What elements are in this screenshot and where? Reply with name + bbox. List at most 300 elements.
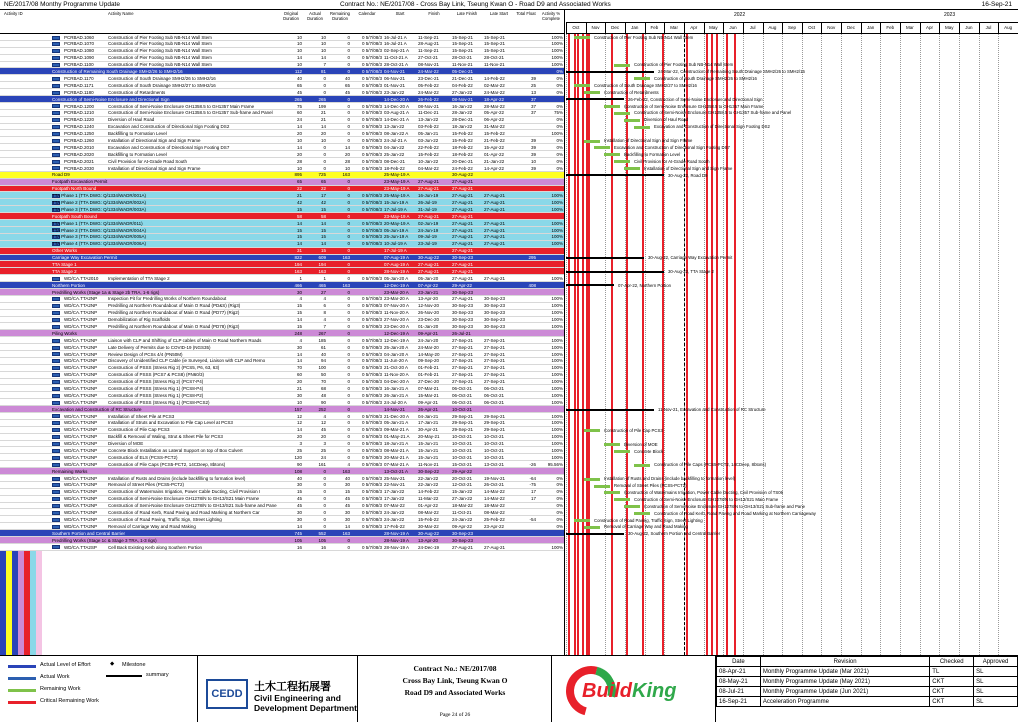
remaining-work-bar[interactable] (574, 36, 590, 39)
cell-fn: 23-Dec-20 (418, 317, 440, 323)
activity-row[interactable] (0, 110, 565, 117)
summary-bar[interactable] (566, 271, 664, 273)
col-start[interactable]: Start (395, 11, 405, 16)
cell-fn: 04-Mar-22 (418, 165, 439, 171)
timescale-header (566, 10, 1018, 34)
activity-row[interactable] (0, 434, 565, 441)
cell-ad: 15 (320, 206, 326, 212)
activity-row[interactable] (0, 75, 565, 82)
activity-icon (52, 421, 60, 425)
cell-lf: 18-Jan-22 (452, 124, 473, 130)
gantt-bar-label: Construction of Road Kerb, Road Paving and Road Marking at Northern Carriageway (654, 510, 816, 516)
cell-pc: 100% (551, 344, 563, 350)
col-activity-name[interactable]: Activity Name (108, 11, 134, 16)
remaining-work-bar[interactable] (624, 167, 640, 170)
activity-row[interactable] (0, 399, 565, 406)
cell-name: Construction of ELS (PCSS-PCT2) (108, 454, 178, 460)
cell-ls: 18-Mar-22 (484, 503, 505, 509)
cell-pc: 0% (556, 151, 563, 157)
cell-st: 23-Dec-20 A (384, 324, 410, 329)
activity-row[interactable] (0, 482, 565, 489)
activity-row[interactable] (0, 365, 565, 372)
activity-row[interactable] (0, 454, 565, 461)
rev-approved: SL (974, 677, 1018, 687)
remaining-work-bar[interactable] (574, 84, 590, 87)
cell-cal: 0 5/7/08/3 (361, 503, 382, 509)
activity-row[interactable] (0, 523, 565, 530)
activity-icon (52, 401, 60, 405)
activity-row[interactable] (0, 130, 565, 137)
activity-row[interactable] (0, 372, 565, 379)
cell-pc: 100% (551, 275, 563, 281)
activity-row[interactable] (0, 461, 565, 468)
cell-lf: 18-Mar-22 (452, 503, 473, 509)
cell-name: Construction of PSSS (Stress Rig 1) (PCS8-P2) (108, 392, 204, 398)
summary-bar[interactable] (566, 71, 654, 73)
cell-pc: 0% (556, 496, 563, 502)
activity-row[interactable] (0, 496, 565, 503)
cell-rd: 0 (347, 399, 350, 405)
activity-row[interactable] (0, 117, 565, 124)
cell-lf: 06-Oct-21 (452, 399, 473, 405)
cell-tf: -64 (529, 475, 536, 481)
wbs-summary-row[interactable] (0, 255, 565, 262)
col-total-float[interactable]: Total Float (516, 11, 536, 16)
remaining-work-bar[interactable] (594, 485, 610, 488)
cell-rd: 0 (347, 268, 350, 274)
remaining-work-bar[interactable] (584, 478, 600, 481)
cell-ls: 27-Sep-21 (484, 365, 506, 371)
wbs-summary-row[interactable] (0, 268, 565, 275)
remaining-work-bar[interactable] (614, 450, 630, 453)
cell-lf: 28-Jan-22 (452, 110, 473, 116)
cell-id: WD/CA.TTA2NP (64, 482, 98, 488)
cell-st: 25-Jan-20 A (384, 344, 409, 350)
cell-lf: 27-Aug-21 (452, 206, 474, 212)
cell-rd: 0 (347, 55, 350, 61)
cell-cal: 0 5/7/08/3 (361, 131, 382, 137)
cell-pc: 0% (556, 75, 563, 81)
activity-row[interactable] (0, 323, 565, 330)
col-activity-id[interactable]: Activity ID (4, 11, 23, 16)
gantt-bar-label: Construction of Semi-Noise Enclosure GH1358.5 to GH1357 Main Frame (624, 103, 764, 109)
cell-tf: -26 (529, 461, 536, 467)
cell-tf: 17 (530, 496, 536, 502)
month-label: Nov (591, 25, 600, 30)
remaining-work-bar[interactable] (604, 153, 620, 156)
activity-icon (52, 146, 60, 150)
cell-ad: 0 (323, 503, 326, 509)
cell-id: TTA Phase 4 (TTA DWG: Q/1334/WADR/006A) (52, 241, 146, 247)
title-left: NE/2017/08 Monthy Programme Update (4, 1, 120, 8)
remaining-work-bar[interactable] (614, 498, 630, 501)
cell-pc: 0% (556, 117, 563, 123)
cell-pc: 100% (551, 399, 563, 405)
wbs-summary-row[interactable] (0, 406, 565, 413)
title-bar (0, 0, 1018, 10)
cell-rd: 0 (347, 351, 350, 357)
cell-lf: 27-Jan-22 (452, 89, 473, 95)
cell-lf: 27-Aug-21 (452, 227, 474, 233)
cell-rd: 0 (347, 544, 350, 550)
activity-row[interactable] (0, 55, 565, 62)
cell-id: Footpath South Bound (52, 213, 98, 219)
summary-bar[interactable] (566, 533, 624, 535)
wbs-summary-row[interactable] (0, 289, 565, 296)
cell-lf: 27-Sep-21 (452, 372, 474, 378)
gantt-bar-label: 30-Aug-22, Southern Portion and Central Barrier (628, 531, 721, 537)
cell-id: WD/CA.TTA2NP (64, 510, 98, 516)
cell-ad: 0 (323, 510, 326, 516)
activity-row[interactable] (0, 441, 565, 448)
cell-ad: 12 (320, 420, 326, 426)
cell-rd: 0 (347, 131, 350, 137)
activity-row[interactable] (0, 89, 565, 96)
cell-ls: 24-Mar-22 (484, 89, 505, 95)
remaining-work-bar[interactable] (604, 491, 620, 494)
cell-ls: 27-Sep-21 (484, 337, 506, 343)
col-late-finish[interactable]: Late Finish (456, 11, 478, 16)
cell-name: Backfilling to Formation Level (108, 131, 167, 137)
cell-od: 65 (296, 179, 302, 185)
wbs-summary-row[interactable] (0, 206, 565, 213)
col-actual-duration[interactable]: Actual Duration (307, 11, 323, 21)
cell-st: 26-Jan-21 A (384, 392, 409, 398)
cell-fn: 22-Jan-22 (418, 482, 439, 488)
cell-id: PCRBAD.1250 (64, 131, 95, 137)
cell-st: 05-Jan-20 A (384, 275, 409, 281)
activity-row[interactable] (0, 82, 565, 89)
remaining-work-bar[interactable] (614, 112, 630, 115)
gantt-bar-label: Construction of Pile Caps (PCS5-PCT2, 14CDeep, 8btons) (654, 462, 767, 468)
wbs-summary-row[interactable] (0, 213, 565, 220)
col-late-start[interactable]: Late Start (489, 11, 509, 16)
activity-row[interactable] (0, 447, 565, 454)
cell-st: 12-Dec-19 A (384, 337, 410, 343)
col-finish[interactable]: Finish (428, 11, 440, 16)
cell-tf: 13 (530, 89, 536, 95)
cell-od: 466 (294, 282, 302, 288)
remaining-work-bar[interactable] (584, 526, 600, 529)
cell-id: PCRBAD.1260 (64, 137, 95, 143)
wbs-summary-row[interactable] (0, 234, 565, 241)
cell-cal: 0 5/7/08/3 (361, 303, 382, 309)
cell-st: 07-Aug-19 A (384, 255, 410, 261)
build-king-logo (552, 656, 716, 722)
wbs-summary-row[interactable] (0, 261, 565, 268)
critical-path-line (568, 34, 570, 655)
wbs-summary-row[interactable] (0, 282, 565, 289)
cell-lf: 20-Dec-21 (452, 158, 474, 164)
remaining-work-bar[interactable] (614, 64, 630, 67)
remaining-work-bar[interactable] (614, 160, 630, 163)
activity-row[interactable] (0, 275, 565, 282)
cell-ad: 0 (323, 75, 326, 81)
wbs-summary-row[interactable] (0, 468, 565, 475)
activity-icon (52, 518, 60, 522)
activity-row[interactable] (0, 420, 565, 427)
activity-row[interactable] (0, 103, 565, 110)
activity-row[interactable] (0, 144, 565, 151)
cell-name: Construction of Semi-Noise Enclosure GH1358.5 to GH1357 Sub-frame and Panel (108, 110, 273, 116)
wbs-summary-row[interactable] (0, 241, 565, 248)
cell-ad: 14 (320, 220, 326, 226)
wbs-summary-row[interactable] (0, 179, 565, 186)
cell-od: 24 (296, 117, 302, 123)
cell-od: 45 (296, 503, 302, 509)
cell-name: Civil Provision for At-Grade Road South (108, 158, 188, 164)
remaining-work-bar[interactable] (574, 519, 590, 522)
cell-rd: 0 (347, 103, 350, 109)
remaining-work-bar[interactable] (624, 119, 640, 122)
cell-pc: 100% (551, 337, 563, 343)
cell-ad: 0 (323, 89, 326, 95)
cell-st: 06-Nov-21 (384, 75, 406, 81)
activity-row[interactable] (0, 475, 565, 482)
cell-st: 28-Nov-19 A (384, 544, 410, 550)
activity-row[interactable] (0, 151, 565, 158)
cell-fn: 24-Jun-20 (418, 337, 439, 343)
wbs-summary-row[interactable] (0, 330, 565, 337)
wbs-summary-row[interactable] (0, 68, 565, 75)
cell-rd: 0 (347, 372, 350, 378)
activity-row[interactable] (0, 310, 565, 317)
activity-row[interactable] (0, 296, 565, 303)
cell-od: 45 (296, 89, 302, 95)
cell-rd: 0 (347, 441, 350, 447)
cell-fn: 11-Sep-21 (418, 34, 439, 40)
remaining-work-bar[interactable] (604, 443, 620, 446)
cell-cal: 0 5/7/08/3 (361, 544, 382, 550)
cell-cal: 0 5/7/08/3 (361, 372, 382, 378)
cell-st: 17-Jan-22 (384, 489, 405, 495)
month-label: Mar (906, 25, 914, 30)
activity-row[interactable] (0, 344, 565, 351)
summary-bar[interactable] (566, 98, 624, 100)
activity-row[interactable] (0, 165, 565, 172)
month-gridline (841, 34, 842, 655)
cell-id: WD/CA.TTA2SP (64, 544, 97, 550)
cell-name: Predrilling at Northern Roundabout of Main O Road (PD77) (Rig2) (108, 310, 240, 316)
remaining-work-bar[interactable] (594, 146, 610, 149)
cell-ad: 3 (323, 441, 326, 447)
cell-fn: 11-Mar-22 (418, 496, 439, 502)
cell-od: 15 (296, 324, 302, 329)
cell-cal: 0 5/7/08/3 (361, 158, 382, 164)
cell-od: 14 (296, 317, 302, 323)
activity-row[interactable] (0, 379, 565, 386)
activity-row[interactable] (0, 124, 565, 131)
cell-id: PCRBAD.1171 (64, 82, 94, 88)
cell-id: PCRBAD.1220 (64, 117, 95, 123)
cell-fn: 24-Mar-22 (418, 69, 439, 75)
activity-icon (52, 380, 60, 384)
activity-row[interactable] (0, 34, 565, 41)
remaining-work-bar[interactable] (584, 91, 600, 94)
cell-ad: 15 (320, 227, 326, 233)
cell-name: Implementation of TTA Stage 2 (108, 275, 170, 281)
cell-pc: 0% (556, 523, 563, 529)
cell-st: 23-Mar-20 A (384, 289, 409, 295)
wbs-summary-row[interactable] (0, 186, 565, 193)
wbs-summary-row[interactable] (0, 192, 565, 199)
cell-st: 24-Jul-20 A (384, 399, 407, 405)
remaining-work-bar[interactable] (584, 429, 600, 432)
activity-row[interactable] (0, 303, 565, 310)
cell-lf: 24-Jan-22 (452, 516, 473, 522)
activity-row[interactable] (0, 317, 565, 324)
wbs-summary-row[interactable] (0, 199, 565, 206)
activity-row[interactable] (0, 41, 565, 48)
cell-fn: 15-Jun-21 (418, 448, 439, 454)
cell-rd: 30 (344, 516, 350, 522)
cell-pc: 0% (556, 137, 563, 143)
cell-pc: 100% (551, 206, 563, 212)
remaining-work-bar[interactable] (634, 512, 650, 515)
cell-st: 08-Mar-21 A (384, 448, 409, 454)
cell-id: PCRBAD.2030 (64, 165, 95, 171)
col-original-duration[interactable]: Original Duration (283, 11, 299, 21)
cell-ls: 27-Sep-21 (484, 351, 506, 357)
activity-row[interactable] (0, 358, 565, 365)
cell-rd: 0 (347, 179, 350, 185)
cell-fn: 14-Feb-22 (418, 489, 439, 495)
activity-row[interactable] (0, 385, 565, 392)
cell-fn: 26-Feb-22 (418, 96, 439, 102)
cell-cal: 0 5/7/08/3 (361, 344, 382, 350)
activity-icon (52, 36, 60, 40)
cell-ls: 29-Sep-21 (484, 427, 506, 433)
cell-st: 23-Mar-20 A (384, 296, 409, 302)
cell-pc: 100% (551, 324, 563, 329)
activity-row[interactable] (0, 427, 565, 434)
cell-od: 14 (296, 523, 302, 529)
cell-ls: 27-Aug-21 (484, 275, 506, 281)
wbs-summary-row[interactable] (0, 96, 565, 103)
activity-icon (52, 463, 60, 467)
col-pct-complete[interactable]: Activity % Complete (541, 11, 561, 21)
wbs-summary-row[interactable] (0, 227, 565, 234)
gantt-bar-label: Diversion of MOE (624, 441, 658, 447)
cell-ad: 252 (318, 406, 326, 412)
cell-rd: 0 (347, 289, 350, 295)
activity-row[interactable] (0, 503, 565, 510)
cell-st: 14-Dec-20 A (384, 103, 410, 109)
cell-ls: 27-Sep-21 (484, 358, 506, 364)
wbs-summary-row[interactable] (0, 220, 565, 227)
cell-cal: 0 5/7/08/3 (361, 151, 382, 157)
cell-rd: 0 (347, 324, 350, 329)
gantt-bar-label: Removal of Carriage Way and Road Making (604, 524, 688, 530)
cell-ad: 17 (320, 193, 326, 199)
gantt-bar-label: Construction of South Drainage SMH2/26 to SMH2/16 (654, 75, 757, 81)
cell-ad: 24 (320, 454, 326, 460)
activity-row[interactable] (0, 351, 565, 358)
remaining-work-bar[interactable] (624, 505, 640, 508)
wbs-summary-row[interactable] (0, 537, 565, 544)
cell-cal: 0 5/7/08/3 (361, 62, 382, 68)
summary-bar[interactable] (566, 257, 644, 259)
activity-row[interactable] (0, 48, 565, 55)
col-remaining-duration[interactable]: Remaining Duration (329, 11, 351, 21)
cell-ls: 01-Apr-22 (484, 151, 505, 157)
cell-st: 25-Jan-22 (384, 151, 405, 157)
summary-bar[interactable] (566, 409, 654, 411)
month-label: Apr (690, 25, 698, 30)
activity-row[interactable] (0, 509, 565, 516)
cell-ls: 28-Mar-22 (484, 103, 505, 109)
month-gridline (979, 34, 980, 655)
activity-icon (52, 442, 60, 446)
cell-name: Construction of Road Paving, Traffic Sign, Street Lighting (108, 516, 222, 522)
activity-row[interactable] (0, 62, 565, 69)
cell-pc: 100% (551, 413, 563, 419)
cell-ad: 6 (323, 303, 326, 309)
cell-fn: 22-Jan-22 (418, 475, 439, 481)
activity-row[interactable] (0, 337, 565, 344)
cell-ad: 48 (320, 392, 326, 398)
activity-row[interactable] (0, 516, 565, 523)
cell-lf: 10-Oct-21 (452, 441, 473, 447)
cell-cal: 0 5/7/08/3 (361, 324, 382, 329)
wbs-summary-row[interactable] (0, 172, 565, 179)
rev-checked: CKT (930, 697, 974, 707)
summary-bar[interactable] (566, 284, 614, 286)
cell-id: Footpath North Bound (52, 186, 97, 192)
remaining-work-bar[interactable] (604, 105, 620, 108)
month-gridline (821, 34, 822, 655)
activity-row[interactable] (0, 489, 565, 496)
cell-st: 20-Mar-21 A (384, 454, 409, 460)
title-center: Contract No.: NE/2017/08 - Cross Bay Link, Tseung Kwan O - Road D9 and Associated Works (340, 1, 611, 8)
cell-pc: 100% (551, 372, 563, 378)
wbs-summary-row[interactable] (0, 248, 565, 255)
activity-row[interactable] (0, 544, 565, 551)
cell-ad: 199 (318, 103, 326, 109)
cell-id: WD/CA.TTA2NP (64, 324, 98, 329)
year-2023: 2023 (944, 12, 956, 18)
cell-name: Construction of Semi-Noise Enclosure GH1278/N to GH13/S21 Main Frame (108, 496, 260, 502)
cell-name: Construction of Retardments (108, 89, 166, 95)
cell-fn: 05-Jan-21 (418, 131, 439, 137)
cell-lf: 15-Jan-22 (452, 489, 473, 495)
summary-bar[interactable] (566, 174, 664, 176)
activity-icon (52, 118, 60, 122)
wbs-summary-row[interactable] (0, 530, 565, 537)
remaining-work-bar[interactable] (634, 464, 650, 467)
remaining-work-bar[interactable] (634, 77, 650, 80)
cell-cal: 0 5/7/08/3 (361, 441, 382, 447)
activity-icon (52, 373, 60, 377)
cell-st: 28-Nov-19 A (384, 537, 410, 543)
cell-name: Construction of South Drainage SMH2/27 to SMH2/16 (108, 82, 216, 88)
remaining-work-bar[interactable] (634, 126, 650, 129)
month-label: Oct (808, 25, 816, 30)
activity-row[interactable] (0, 137, 565, 144)
cell-ad: 100 (318, 365, 326, 371)
activity-row[interactable] (0, 392, 565, 399)
col-calendar[interactable]: Calendar (358, 11, 376, 16)
cell-fn: 27-Aug-21 (418, 186, 440, 192)
cell-id: TTA Stage 1 (52, 261, 77, 267)
legend-actual-work: Actual Work (40, 674, 70, 680)
cell-cal: 0 5/7/08/3 (361, 296, 382, 302)
cell-ls: 23-Apr-22 (484, 523, 505, 529)
cell-id: WD/CA.TTA2NP (64, 337, 98, 343)
activity-row[interactable] (0, 158, 565, 165)
activity-row[interactable] (0, 413, 565, 420)
remaining-work-bar[interactable] (584, 140, 600, 143)
